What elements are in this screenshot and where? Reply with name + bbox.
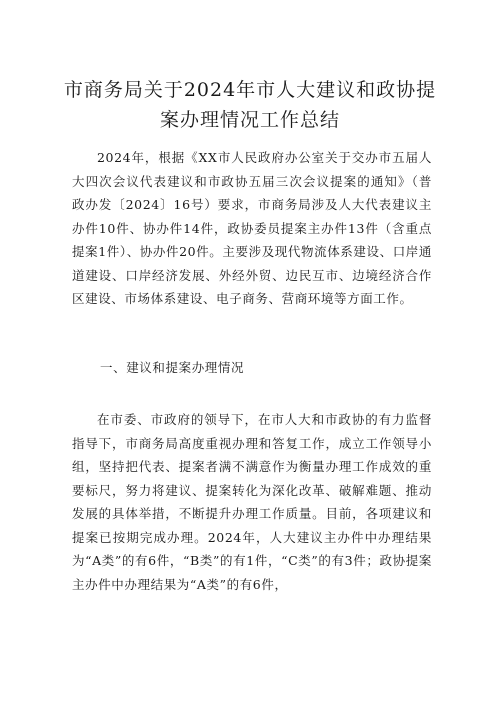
section-heading: 一、建议和提案办理情况: [100, 360, 245, 375]
body-paragraph: 在市委、市政府的领导下，在市人大和市政协的有力监督指导下，市商务局高度重视办理和答复工作，成立工作领导小组，坚持把代表、提案者满不满意作为衡量办理工作成效的重要标尺，努力将建议、提案转化为深化改革、破解难题、推动发展的具体举措，不断提升办理工作质量。目前，各项建议和提案已按期完成办理。2024年，人大建议主办件中办理结果为“A类”的有6件，“B类”的有1件，“C类”的有3件；政协提案主办件中办理结果为“A类”的有6件，: [72, 412, 432, 592]
document-title-line-2: 案办理情况工作总结: [159, 109, 340, 131]
document-title-line-1: 市商务局关于2024年市人大建议和政协提: [63, 79, 437, 101]
intro-paragraph: 2024年，根据《XX市人民政府办公室关于交办市五届人大四次会议代表建议和市政协五届三次会议提案的通知》（普政办发〔2024〕16号）要求，市商务局涉及人大代表建议主办件10件、协办件14件，政协委员提案主办件13件（含重点提案1件）、协办件20件。主要涉及现代物流体系建设、口岸通道建设、口岸经济发展、外经外贸、边民互市、边境经济合作区建设、市场体系建设、电子商务、营商环境等方面工作。: [72, 150, 433, 306]
